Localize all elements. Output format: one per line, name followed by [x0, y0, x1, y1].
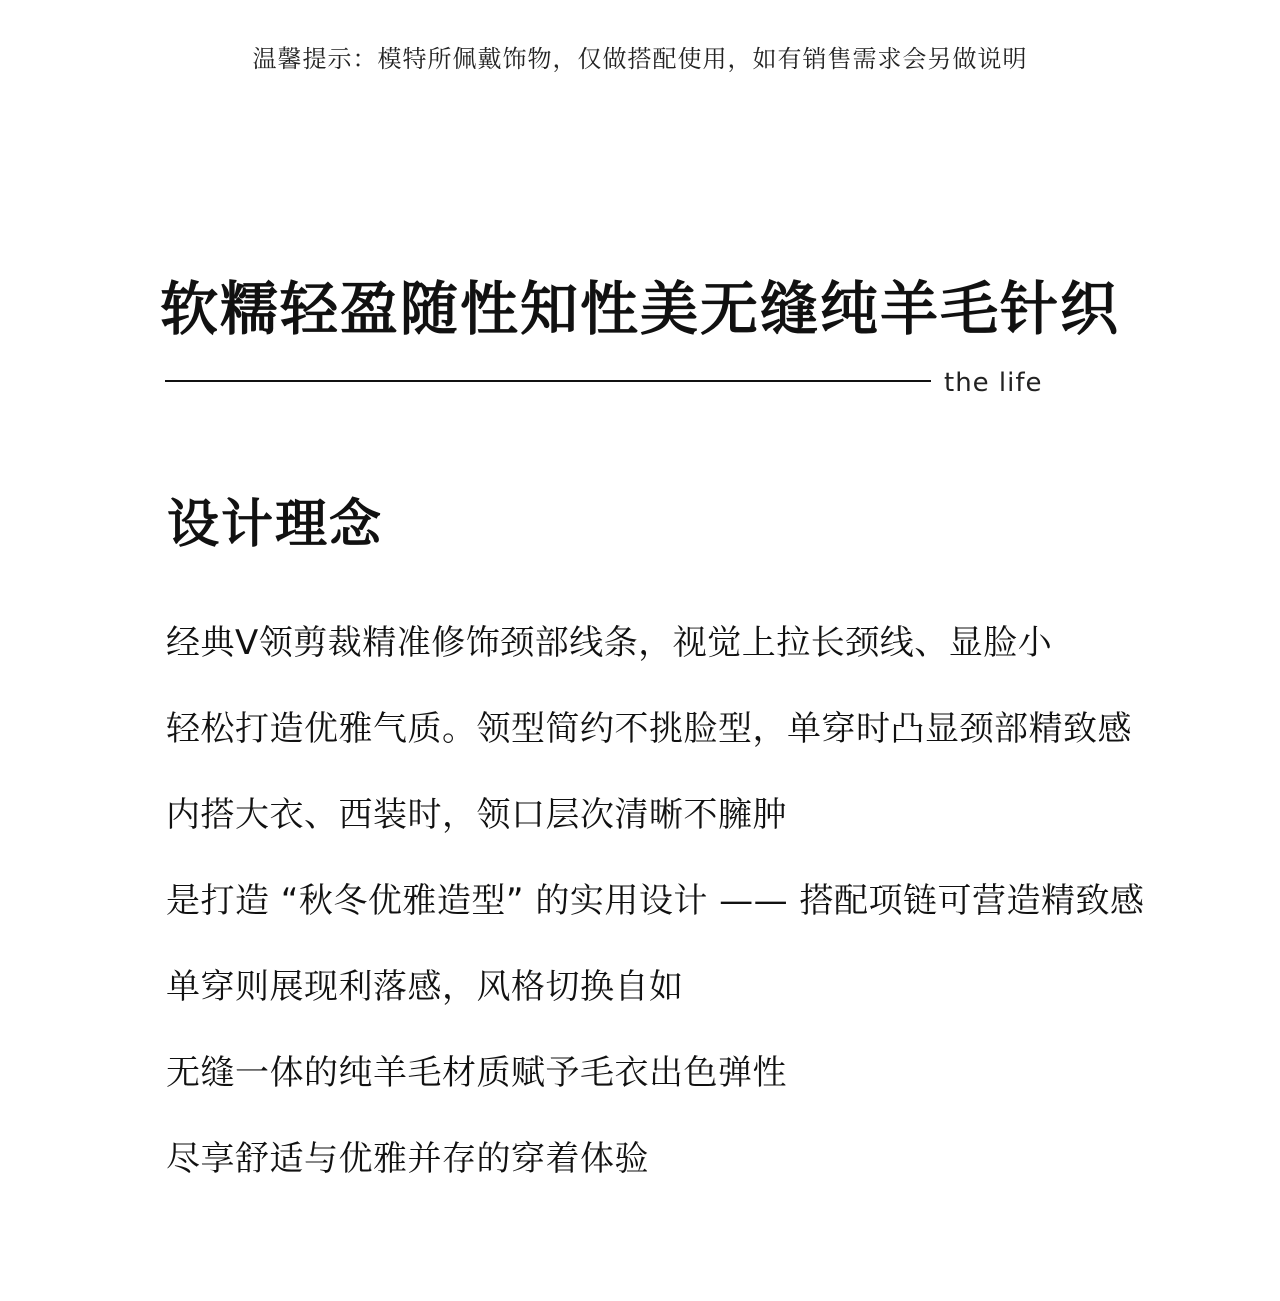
section-heading: 设计理念 [167, 495, 384, 555]
title-divider [165, 380, 931, 382]
page-title: 软糯轻盈随性知性美无缝纯羊毛针织 [159, 275, 1120, 343]
description-line: 是打造 “秋冬优雅造型” 的实用设计 —— 搭配项链可营造精致感 [166, 881, 1145, 921]
description-line: 内搭大衣、西装时，领口层次清晰不臃肿 [166, 795, 787, 835]
notice-text: 温馨提示：模特所佩戴饰物，仅做搭配使用，如有销售需求会另做说明 [252, 45, 1028, 73]
description-line: 经典V领剪裁精准修饰颈部线条，视觉上拉长颈线、显脸小 [166, 623, 1053, 663]
description-line: 尽享舒适与优雅并存的穿着体验 [166, 1139, 649, 1179]
description-line: 无缝一体的纯羊毛材质赋予毛衣出色弹性 [166, 1053, 787, 1093]
tagline: the life [944, 368, 1043, 398]
description-line: 轻松打造优雅气质。领型简约不挑脸型，单穿时凸显颈部精致感 [166, 709, 1132, 749]
description-list [166, 619, 1266, 1221]
description-line: 单穿则展现利落感，风格切换自如 [166, 967, 684, 1007]
